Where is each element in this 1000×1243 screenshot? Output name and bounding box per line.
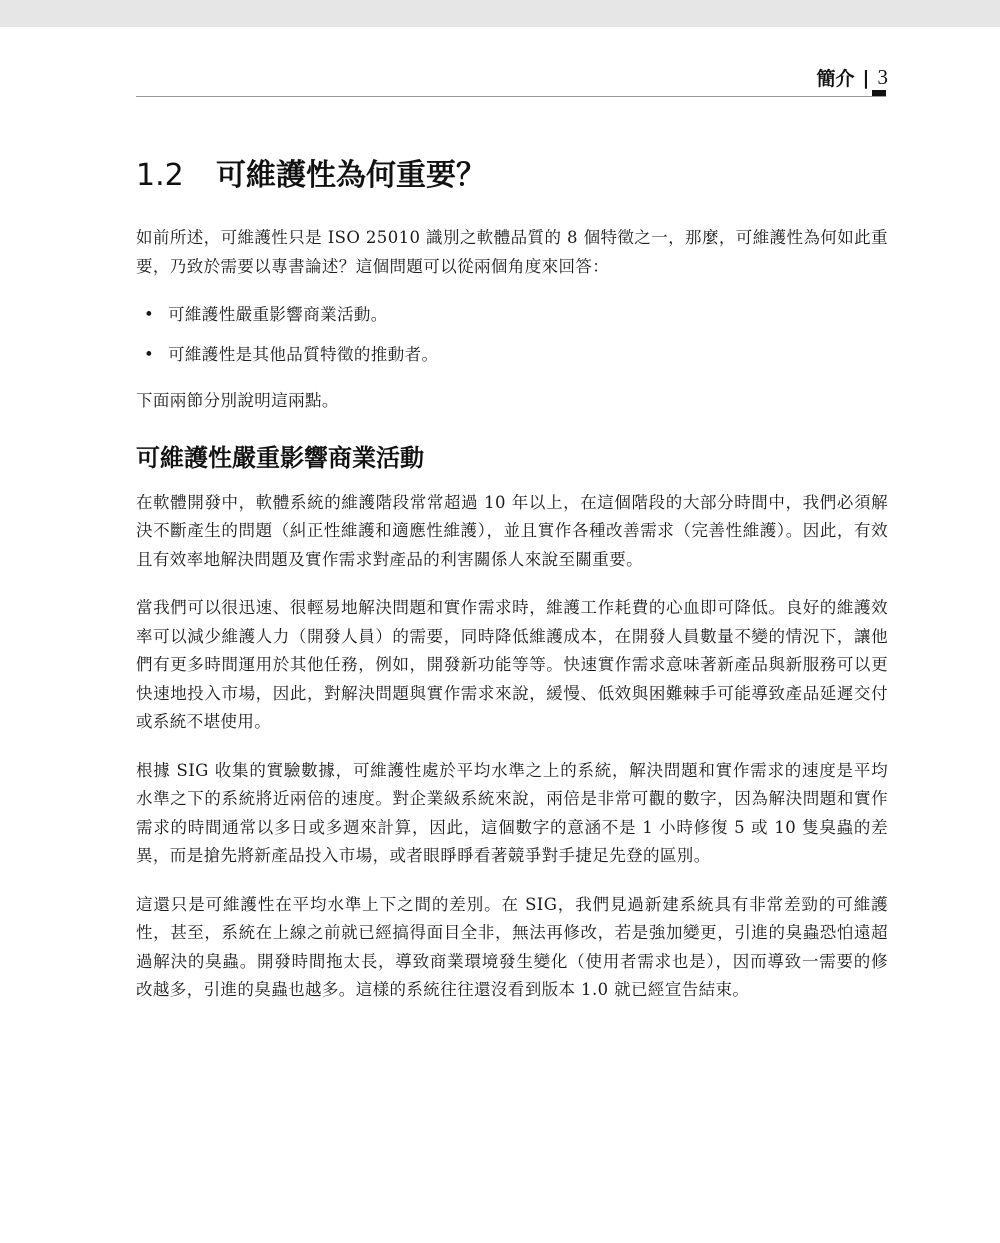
body-paragraph: 根據 SIG 收集的實驗數據，可維護性處於平均水準之上的系統，解決問題和實作需求的速度是平均水準之下的系統將近兩倍的速度。對企業級系統來說，兩倍是非常可觀的數字，因為解決問題和實作需求的時間通常以多日或多週來計算，因此，這個數字的意涵不是 1 小時修復 5 或 10 隻臭蟲的差異，而是搶先將新產品投入市場，或者眼睜睜看著競爭對手捷足先登的區別。: [136, 760, 888, 865]
subsection-heading: 可維護性嚴重影響商業活動: [136, 443, 424, 472]
bullet-list: [136, 301, 888, 369]
section-number: 1.2: [136, 158, 184, 193]
header-separator: |: [862, 66, 870, 89]
body-paragraph: 在軟體開發中，軟體系統的維護階段常常超過 10 年以上，在這個階段的大部分時間中，我們必須解決不斷產生的問題（糾正性維護和適應性維護），並且實作各種改善需求（完善性維護）。因此，有效且有效率地解決問題及實作需求對產品的利害關係人來說至關重要。: [136, 492, 888, 569]
bullet-text: 可維護性嚴重影響商業活動。: [168, 305, 388, 324]
page-number: 3: [877, 65, 888, 89]
chapter-name: 簡介: [816, 68, 855, 90]
page-content: [136, 150, 888, 1025]
bullet-item: [136, 301, 888, 329]
transition-paragraph: 下面兩節分別說明這兩點。: [136, 391, 339, 410]
section-heading: [136, 150, 888, 194]
body-paragraph: 當我們可以很迅速、很輕易地解決問題和實作需求時，維護工作耗費的心血即可降低。良好的維護效率可以減少維護人力（開發人員）的需要，同時降低維護成本，在開發人員數量不變的情況下，讓他們有更多時間運用於其他任務，例如，開發新功能等等。快速實作需求意味著新產品與新服務可以更快速地投入市場，因此，對解決問題與實作需求來說，緩慢、低效與困難棘手可能導致產品延遲交付或系統不堪使用。: [136, 598, 888, 731]
running-header: [817, 64, 888, 91]
top-band: [0, 0, 1000, 27]
bullet-dot: •: [144, 345, 155, 364]
section-title: 可維護性為何重要？: [216, 158, 486, 193]
bullet-text: 可維護性是其他品質特徵的推動者。: [168, 345, 439, 364]
bullet-dot: •: [144, 305, 155, 324]
bullet-item: [136, 341, 888, 369]
header-rule: [136, 96, 886, 97]
intro-paragraph: 如前所述，可維護性只是 ISO 25010 識別之軟體品質的 8 個特徵之一，那麼，可維護性為何如此重要，乃致於需要以專書論述？這個問題可以從兩個角度來回答：: [136, 228, 888, 276]
body-paragraph: 這還只是可維護性在平均水準上下之間的差別。在 SIG，我們見過新建系統具有非常差勁的可維護性，甚至，系統在上線之前就已經搞得面目全非，無法再修改，若是強加變更，引進的臭蟲恐怕遠超過解決的臭蟲。開發時間拖太長，導致商業環境發生變化（使用者需求也是），因而導致一需要的修改越多，引進的臭蟲也越多。這樣的系統往往還沒看到版本 1.0 就已經宣告結束。: [136, 894, 888, 999]
